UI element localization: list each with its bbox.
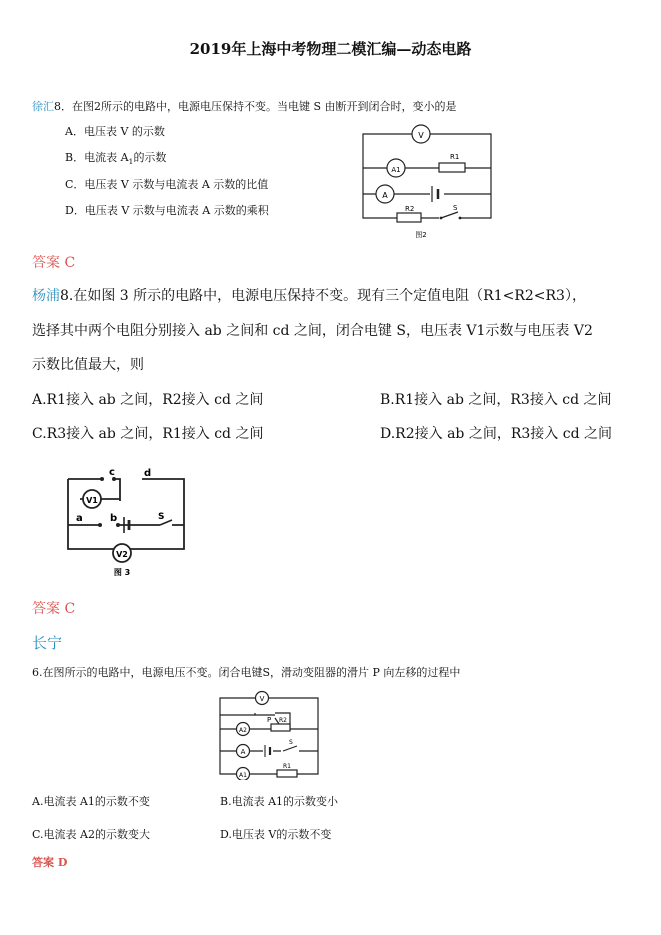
option-d: D.R2接入 ab 之间，R3接入 cd 之间 — [380, 426, 612, 442]
option-b: B.电流表 A1的示数变小 — [220, 795, 339, 808]
option-a: A．电压表 V 的示数 — [65, 125, 165, 138]
ammeter-label: A — [240, 748, 246, 756]
figure-caption: 图 3 — [113, 568, 131, 577]
point-c-label: c — [109, 467, 115, 478]
district-tag: 长宁 — [32, 634, 63, 652]
point-d-label: d — [144, 468, 152, 479]
voltmeter-label: V — [418, 131, 424, 140]
option-a: A.电流表 A1的示数不变 — [32, 795, 150, 808]
r1-label: R1 — [450, 153, 460, 161]
circuit-figure-3-changning — [215, 688, 325, 780]
voltmeter-label: V — [259, 695, 265, 703]
ammeter-a1-label: A1 — [391, 166, 401, 174]
option-c: C.电流表 A2的示数变大 — [32, 828, 150, 841]
question-2-line1: 杨浦8.在如图 3 所示的电路中，电源电压保持不变。现有三个定值电阻（R1<R2<R3）， — [32, 288, 586, 304]
ammeter-a2-label: A2 — [239, 727, 247, 734]
switch-label: S — [453, 204, 458, 212]
slider-p-label: P — [267, 716, 272, 724]
ammeter-label: A — [382, 191, 388, 200]
option-c: C.R3接入 ab 之间，R1接入 cd 之间 — [32, 426, 264, 442]
switch-label: S — [158, 512, 165, 522]
question-1-stem: 徐汇8．在图2所示的电路中，电源电压保持不变。当电键 S 由断开到闭合时，变小的是 — [32, 100, 457, 113]
r1-label: R1 — [283, 763, 291, 770]
answer-3: 答案 D — [32, 856, 68, 869]
r2-label: R2 — [279, 717, 287, 724]
page-title: 2019年上海中考物理二模汇编—动态电路 — [189, 40, 472, 58]
voltmeter-v1-label: V1 — [86, 496, 98, 505]
option-c: C．电压表 V 示数与电流表 A 示数的比值 — [65, 178, 269, 191]
option-d: D．电压表 V 示数与电流表 A 示数的乘积 — [65, 204, 269, 217]
switch-label: S — [289, 739, 293, 746]
circuit-figure-2 — [355, 120, 500, 245]
district-tag: 杨浦 — [32, 288, 60, 304]
ammeter-a1-label: A1 — [239, 772, 247, 779]
option-a: A.R1接入 ab 之间，R2接入 cd 之间 — [32, 392, 264, 408]
figure-caption: 图2 — [415, 231, 427, 239]
answer-1: 答案 C — [32, 255, 76, 271]
point-b-label: b — [110, 513, 118, 524]
voltmeter-v2-label: V2 — [116, 550, 128, 559]
question-3-stem: 6.在图所示的电路中，电源电压不变。闭合电键S，滑动变阻器的滑片 P 向左移的过程中 — [32, 666, 461, 679]
question-2-line3: 示数比值最大，则 — [32, 357, 144, 373]
point-a-label: a — [76, 513, 83, 524]
district-tag: 徐汇 — [32, 100, 54, 113]
question-2-line2: 选择其中两个电阻分别接入 ab 之间和 cd 之间，闭合电键 S，电压表 V1示数与电压表 V2 — [32, 323, 593, 339]
option-b: B.R1接入 ab 之间，R3接入 cd 之间 — [380, 392, 612, 408]
option-d: D.电压表 V的示数不变 — [220, 828, 332, 841]
r2-label: R2 — [405, 205, 415, 213]
circuit-figure-3 — [60, 465, 195, 580]
option-b: B．电流表 $A_1$的示数 — [65, 151, 167, 167]
answer-2: 答案 C — [32, 601, 76, 617]
